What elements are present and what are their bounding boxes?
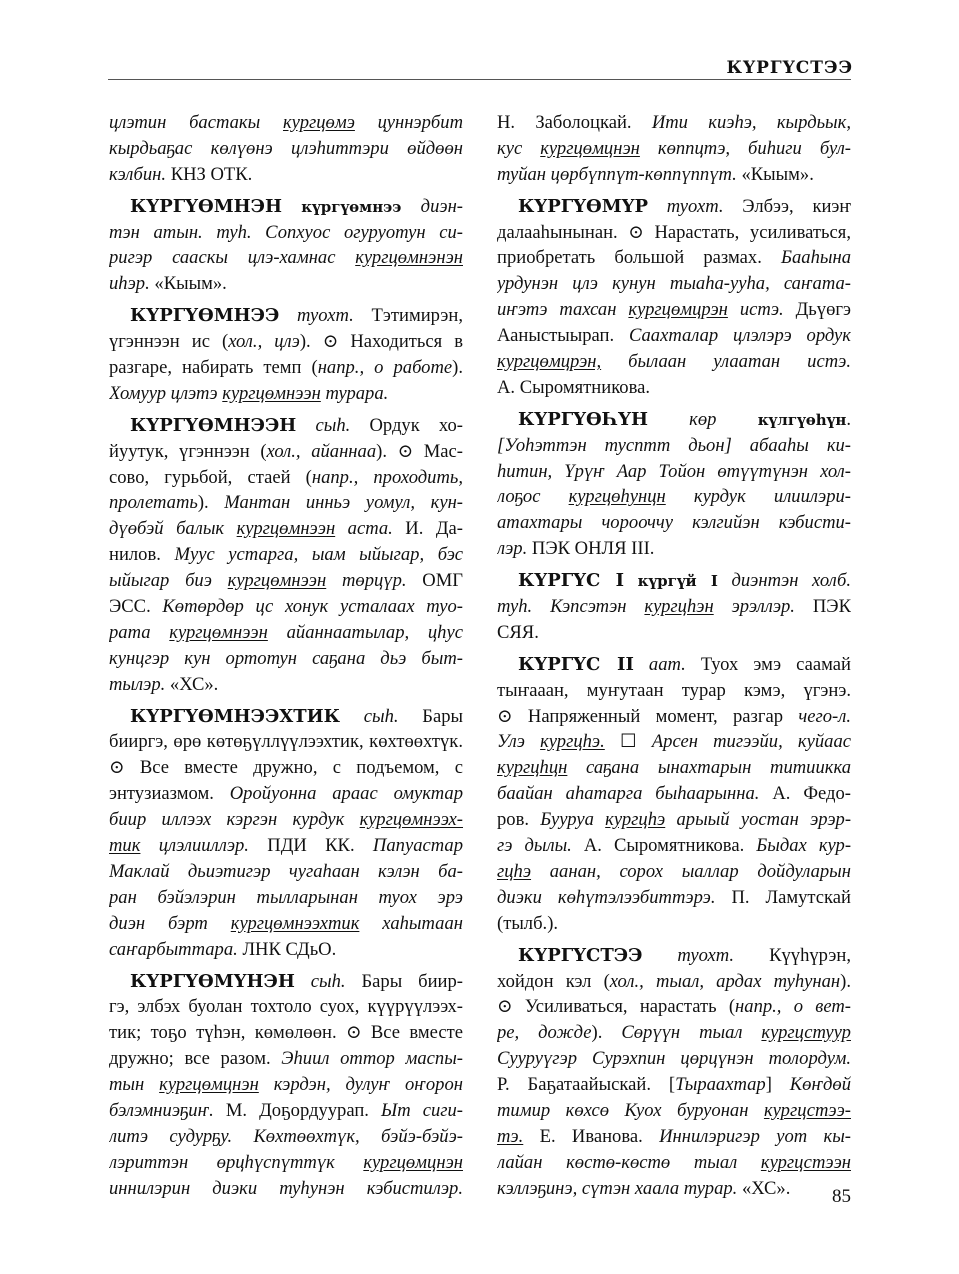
text-line: иннилэрин диэки туһунэн кэбистилэр. [109,1177,463,1199]
headword: КҮРГҮС I [518,570,624,592]
text-line: һитин, Үрүҥ Аар Тойон өтүүтүнэн хол- [497,460,851,482]
headword: КҮРГҮӨМНЭЭН [130,414,297,436]
text-line: тылэр. «ХС». [109,673,219,695]
left-column [109,110,463,1202]
text-line: иһэр. «Кыым». [109,273,227,295]
text-line: биир иллээх кэргэн курдук кургцөмнээх- [109,809,463,831]
text-line: сово, гурьбой, стаей (напр., проходить, [109,466,463,488]
text-line: атахтары чорооччу кэлгийэн кэбисти- [497,512,851,534]
text-line: ран бэйэлэрин тылларынан туох эрэ [109,886,463,908]
text-line: ⊙ Все вместе дружно, с подъемом, с [109,757,463,779]
text-line: хойдон кэл (хол., тыал, ардах туһунан). [497,970,851,992]
text-line: бииргэ, өрө көтөҕүллүүлээхтик, көхтөөхтүк. [109,731,463,753]
text-line: лоҕос кургцөһунцн курдук илиилэри- [497,486,851,508]
entry-kurguomneen: КҮРГҮӨМНЭЭН сыһ. Ордук хо- [130,414,463,436]
right-column [497,110,851,1202]
text-line: Р. Баҕатаайыскай. [Тыраахтар] Көҥдөй [497,1074,851,1096]
text-line: гцһэ аанан, сорох ыаллар дойдуларын [497,860,851,882]
running-head: КҮРГҮСТЭЭ [726,58,853,78]
text-line: тимир көхсө Куох буруонан кургцстээ- [497,1099,851,1121]
text-line: туһ. Кэпсэтэн кургцһэн эрэллэр. ПЭК [497,596,851,618]
text-line: үгэннээн ис (хол., цлэ). ⊙ Находиться в [109,331,463,353]
headword: КҮРГҮС II [518,653,634,675]
text-line: туйан цөрбүппүт-көппүппүт. «Кыым». [497,163,814,185]
text-line: ре, дожде). Сөрүүн тыал кургцстуур [497,1022,851,1044]
text-line: Ааныстыырап. Саахталар цлэлэрэ ордук [497,325,851,347]
text-line: Сууруүгэр Сурэхпин цөрцүнэн толордум. [497,1048,851,1070]
headword: КҮРГҮСТЭЭ [518,944,643,966]
text-line: баайан аһатарга быһаарынна. А. Федо- [497,783,851,805]
text-line: кус кургцөмцнэн көппцтэ, биһиги бул- [497,137,851,159]
entry-kurguomnee: КҮРГҮӨМНЭЭ туохт. Тэтимирэн, [130,305,463,327]
text-line: тэ. Е. Иванова. Иннилэригэр уот кы- [497,1125,851,1147]
text-line: приобретать большой размах. Бааһына [497,247,851,269]
text-line: бэлэмниэҕиҥ. М. Доҕордуурап. Ыт сиги- [109,1099,463,1121]
headword: КҮРГҮӨМНЭН [130,195,282,217]
text-line: Маклай дьиэтигэр чугаһаан кэлэн ба- [109,860,463,882]
text-line: кырдьаҕас көлүөнэ цлэһиттэри өйдөөн [109,137,463,159]
entry-kurguohun: КҮРГҮӨҺҮН көр күлгүөһүн. [518,408,851,430]
text-line: нилов. Муус устарга, ыам ыйыгар, бэс [109,544,463,566]
text-line: тын кургцөмцнэн кэрдэн, дулуҥ оҥорон [109,1074,463,1096]
text-line: Н. Заболоцкай. Ити киэһэ, кырдьык, [497,112,851,133]
text-line: кэллэҕинэ, сүтэн хаала турар. «ХС». [497,1177,791,1199]
text-line: литэ судурҕу. Көхтөөхтүк, бэйэ-бэйэ- [109,1125,463,1147]
text-line: цлэтин бастакы кургцөмэ цуннэрбит [109,112,463,133]
text-line: ригэр сааскы цлэ-хамнас кургцөмнэнэн [109,247,463,269]
text-line: энтузиазмом. Оройуонна араас омуктар [109,783,463,805]
text-line: иҥэтэ тахсан кургцөмцрэн истэ. Дьүөгэ [497,299,851,321]
page-number: 85 [832,1186,851,1207]
entry-kurguomnen: КҮРГҮӨМНЭН күргүөмнээ диэн- [130,195,463,217]
text-line: ЭСС. Көтөрдөр цс хонук усталаах туо- [109,596,463,618]
headword: КҮРГҮӨМНЭЭ [130,305,280,327]
text-line: кунцгэр кун ортотун саҕана дьэ быт- [109,647,463,669]
text-line: гэ, элбэх буолан тохтоло суох, күүрүүлээх- [109,996,463,1018]
headword: КҮРГҮӨМНЭЭХТИК [130,705,341,727]
text-line: тик цлэлииллэр. ПДИ КК. Папуастар [109,835,463,857]
text-line: кургцһцн саҕана ынахтарын титиикка [497,757,851,779]
text-line: далааһынынан. ⊙ Нарастать, усиливаться, [497,221,851,243]
headword: КҮРГҮӨҺҮН [518,408,648,430]
text-line: тик; тоҕо түһэн, көмөлөөн. ⊙ Все вместе [109,1022,463,1044]
text-line: дүөбэй балык кургцөмнээн аста. И. Да- [109,518,463,540]
text-line: А. Сыромятникова. [497,376,651,398]
text-line: диэн бэрт кургцөмнээхтик хаһытаан [109,912,463,934]
headword: КҮРГҮӨМҮНЭН [130,970,295,992]
entry-kurguomneekhtik: КҮРГҮӨМНЭЭХТИК сыһ. Бары [130,705,463,727]
text-line: лайан көстө-көстө тыал кургцстээн [497,1151,851,1173]
text-line: ⊙ Усиливаться, нарастать (напр., о вет- [497,996,851,1018]
header-rule [108,79,851,80]
text-line: кэлбин. КНЗ ОТК. [109,163,253,185]
entry-kurguomunen: КҮРГҮӨМҮНЭН сыһ. Бары биир- [130,970,463,992]
text-line: урдунэн цлэ кунун тыаһа-ууһа, саҥата- [497,273,851,295]
text-line: [Уоһэттэн тусптт дьон] абааһы ки- [497,434,851,456]
text-line: (тылб.). [497,912,559,934]
text-line: гэ дылы. А. Сыромятникова. Быдах кур- [497,835,851,857]
text-line: тыҥааан, муҥутаан турар кэмэ, үгэнэ. [497,679,851,701]
text-line: пролетать). Мантан инньэ уомул, кун- [109,492,463,514]
text-line: рата кургцөмнээн айаннаатылар, цһус [109,621,463,643]
text-line: Хомуур цлэтэ кургцөмнээн турара. [109,382,389,404]
text-line: саҥарбыттара. ЛНК СДьО. [109,938,337,960]
text-line: лэр. ПЭК ОНЛЯ III. [497,538,655,560]
text-line: дружно; все разом. Эһиил оттор маспы- [109,1048,463,1070]
entry-kurgus-1: КҮРГҮС I күргүй I диэнтэн холб. [518,570,851,592]
text-line: ⊙ Напряженный момент, разгар чего-л. [497,705,851,727]
text-line: йуутук, үгэннээн (хол., айаннаа). ⊙ Мас- [109,440,463,462]
entry-kurgustee: КҮРГҮСТЭЭ туохт. Күүһүрэн, [518,944,851,966]
text-line: ыйыгар биэ кургцөмнээн төрцүр. ОМГ [109,570,463,592]
text-line: СЯЯ. [497,621,539,643]
text-line: Улэ кургцһэ. ☐ Арсен тигээйи, куйаас [497,731,851,753]
headword: КҮРГҮӨМҮР [518,195,649,217]
entry-kurguomur: КҮРГҮӨМҮР туохт. Элбээ, киэҥ [518,195,851,217]
entry-kurgus-2: КҮРГҮС II аат. Туох эмэ саамай [518,653,851,675]
text-line: тэн атын. туһ. Сопхуос огуруотун си- [109,221,463,243]
text-line: разгаре, набирать темп (напр., о работе). [109,357,463,379]
text-line: лэриттэн өрцһүспүттүк кургцөмцнэн [109,1151,463,1173]
text-line: диэки көһүтэлээбиттэрэ. П. Ламутскай [497,886,851,908]
text-line: ров. Бууруа кургцһэ арыый уостан эрэр- [497,809,851,831]
text-line: кургцөмцрэн, былаан улаатан истэ. [497,351,851,373]
